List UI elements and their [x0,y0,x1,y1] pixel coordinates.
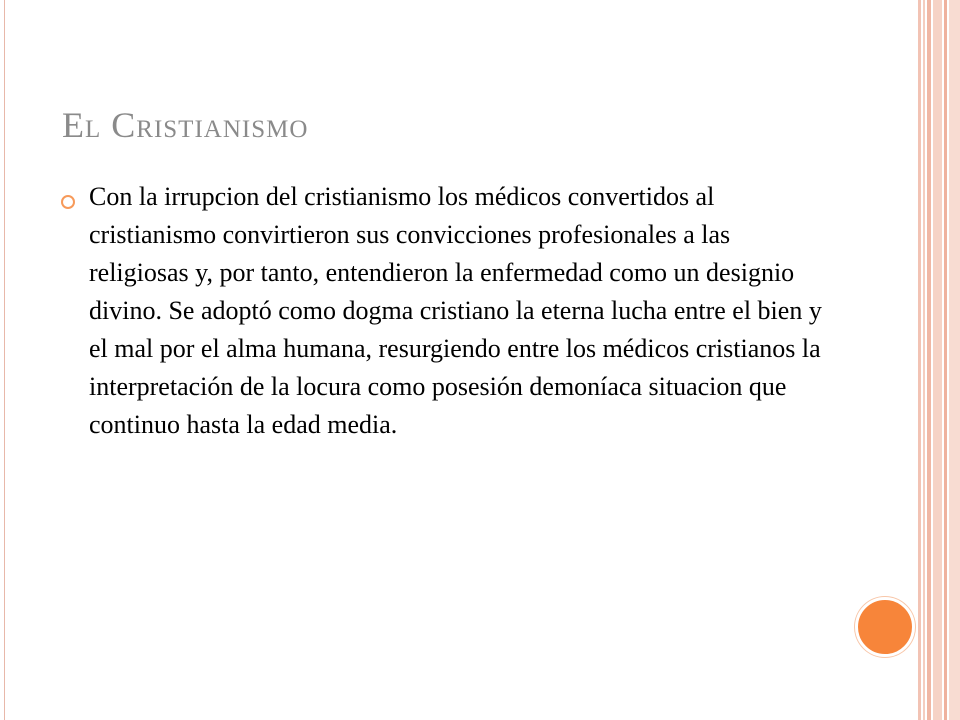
decorative-stripe [933,0,942,720]
decorative-stripe [923,0,925,720]
decorative-orange-circle [855,597,915,657]
decorative-stripe [944,0,947,720]
bullet-circle-icon [61,195,75,209]
decorative-stripe [949,0,960,720]
decorative-stripe [918,0,921,720]
left-border-line [4,0,5,720]
slide-title: El Cristianismo [62,105,309,145]
decorative-stripe [927,0,931,720]
bullet-text: Con la irrupcion del cristianismo los médicos convertidos al cristianismo convirtieron sus convicciones profesionales a las religiosas y, por tanto, entendieron la enfermedad como un designio divino. Se adoptó como dogma cristiano la eterna lucha entre el bien y el mal por el alma humana, resurgiendo entre los médicos cristianos la interpretación de la locura como posesión demoníaca situacion que continuo hasta la edad media. [89,182,822,439]
